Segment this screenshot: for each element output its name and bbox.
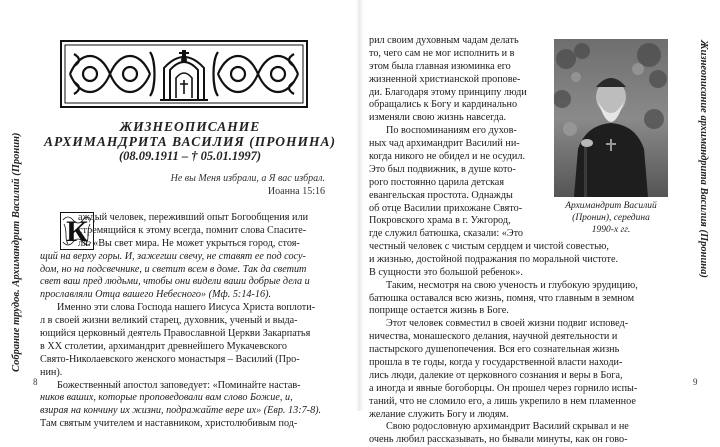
text-line: батюшка оставался всю жизнь, помня, что главным в земном bbox=[369, 292, 635, 304]
text-line: В сущности это большой ребенок». bbox=[369, 266, 523, 278]
text-line: очень любил рассказывать, но бывали минуты, как он гово- bbox=[369, 434, 628, 446]
text-line: Там святым учителем и наставником, христолюбивым под- bbox=[40, 418, 298, 430]
right-body-text-bottom bbox=[369, 241, 681, 447]
text-line: Покровского храма в г. Ужгород, bbox=[369, 215, 511, 227]
epigraph-quote: Не вы Меня избрали, а Я вас избрал. bbox=[170, 173, 325, 184]
text-line: изменяли свою жизнь навсегда. bbox=[369, 112, 507, 124]
photo-caption-line-3: 1990-х гг. bbox=[591, 225, 631, 235]
text-line: рил своим духовным чадам делать bbox=[369, 35, 519, 46]
text-line: обращались к Богу и кардинально bbox=[369, 99, 518, 111]
text-line: взирая на кончину их жизни, подражайте вере их» (Евр. 13:7-8). bbox=[40, 405, 322, 417]
page-number-right: 9 bbox=[693, 377, 698, 387]
title-line-2: АРХИМАНДРИТА ВАСИЛИЯ (ПРОНИНА) bbox=[43, 134, 337, 149]
running-head-left: Собрание трудов. Архимандрит Василий (Пронин) bbox=[11, 132, 22, 372]
text-line: поприще остается жизнь в Боге. bbox=[369, 305, 509, 317]
text-line: прославляли Отца вашего Небесного» (Мф. 5:14-16). bbox=[40, 289, 272, 301]
ornament-headpiece bbox=[60, 40, 308, 108]
text-line: Этот человек совместил в своей жизни подвиг исповед- bbox=[386, 318, 629, 330]
text-line: дом, но на подсвечнике, и светит всем в доме. Так да светит bbox=[40, 263, 307, 275]
portrait-photo bbox=[554, 39, 668, 197]
text-line: рого постоянно царила детская bbox=[369, 176, 504, 188]
text-line: Божественный апостол заповедует: «Поминайте настав- bbox=[57, 379, 301, 391]
text-line: честный человек с чистым сердцем и чистой совестью, bbox=[369, 241, 609, 252]
title-line-1: ЖИЗНЕОПИСАНИЕ bbox=[119, 119, 261, 134]
text-line: ля: «Вы свет мира. Не может укрыться город, стоя- bbox=[78, 237, 300, 249]
text-line: желание служить Богу и людям. bbox=[369, 408, 509, 420]
text-line: ных чад архимандрит Василий ни- bbox=[369, 138, 520, 150]
text-line: прошла в те годы, когда у государственной власти находи- bbox=[369, 357, 623, 369]
text-line: свет ваш пред людьми, чтобы они видели ваши добрые дела и bbox=[40, 276, 310, 288]
text-line: евангельская простота. Однажды bbox=[369, 189, 513, 201]
text-line: об отце Василии прихожане Свято- bbox=[369, 202, 523, 214]
text-line: в XX столетии, архимандрит древнейшего Мукачевского bbox=[40, 340, 287, 352]
text-line: этом была главная изюминка его bbox=[369, 60, 511, 72]
text-line: когда никого не обидел и не осудил. bbox=[369, 151, 525, 163]
text-line: ников ваших, которые проповедовали вам слово Божие, и, bbox=[40, 392, 293, 404]
text-line: стремящийся к этому всегда, помнит слова Спасите- bbox=[78, 224, 307, 236]
text-line: По воспоминаниям его духов- bbox=[386, 125, 517, 137]
text-line: Это был подвижник, в душе кото- bbox=[369, 163, 516, 175]
left-body-text bbox=[40, 212, 352, 431]
page-number-left: 8 bbox=[33, 377, 38, 387]
text-line: а иногда и явные богоборцы. Он прошел через горнило испы- bbox=[369, 382, 638, 394]
text-line: то, чего сам не мог исполнить и в bbox=[369, 47, 515, 59]
text-line: ющийся церковный деятель Православной Церкви Закарпатья bbox=[40, 328, 311, 340]
text-line: и жизнью, достойной подражания по моральной чистоте. bbox=[369, 253, 619, 265]
drop-cap-letter: К bbox=[66, 215, 88, 248]
photo-caption-line-2: (Пронин), середина bbox=[572, 213, 650, 223]
running-head-right: Жизнеописание архимандрита Василия (Пронина) bbox=[698, 40, 709, 278]
photo-caption-line-1: Архимандрит Василий bbox=[565, 201, 657, 211]
right-body-text-top bbox=[369, 35, 549, 241]
text-line: Таким, несмотря на свою ученость и глубокую эрудицию, bbox=[386, 279, 638, 291]
text-line: Свято-Николаевского женского монастыря – Василий (Про- bbox=[40, 353, 300, 365]
text-line: таний, что не сломило его, а лишь укрепило в нем пламенное bbox=[369, 395, 636, 407]
title-dates: (08.09.1911 – † 05.01.1997) bbox=[118, 149, 261, 163]
text-line: лись люди, далекие от церковного сознания и веры в Бога, bbox=[369, 369, 623, 381]
text-line: жизненной христианской пропове- bbox=[369, 73, 521, 85]
text-line: л в своей жизни великий старец, духовник, ученый и выда- bbox=[40, 315, 298, 327]
epigraph-reference: Иоанна 15:16 bbox=[267, 186, 325, 197]
text-line: ничества, монашеского делания, научной деятельности и bbox=[369, 331, 618, 343]
text-line: пастырского душепопечения. Вся его сознательная жизнь bbox=[369, 344, 620, 356]
text-line: щий на верху горы. И, зажегши свечу, не ставят ее под сосу- bbox=[40, 250, 306, 262]
page-gutter bbox=[356, 0, 364, 411]
text-line: аждый человек, переживший опыт Богообщения или bbox=[78, 212, 309, 223]
text-line: ди. Благодаря этому принципу люди bbox=[369, 86, 527, 98]
text-line: Именно эти слова Господа нашего Иисуса Христа воплоти- bbox=[57, 302, 316, 314]
text-line: Свою родословную архимандрит Василий скрывал и не bbox=[386, 421, 629, 433]
text-line: нин). bbox=[40, 366, 63, 378]
text-line: где служил батюшка, сказали: «Это bbox=[369, 228, 523, 240]
